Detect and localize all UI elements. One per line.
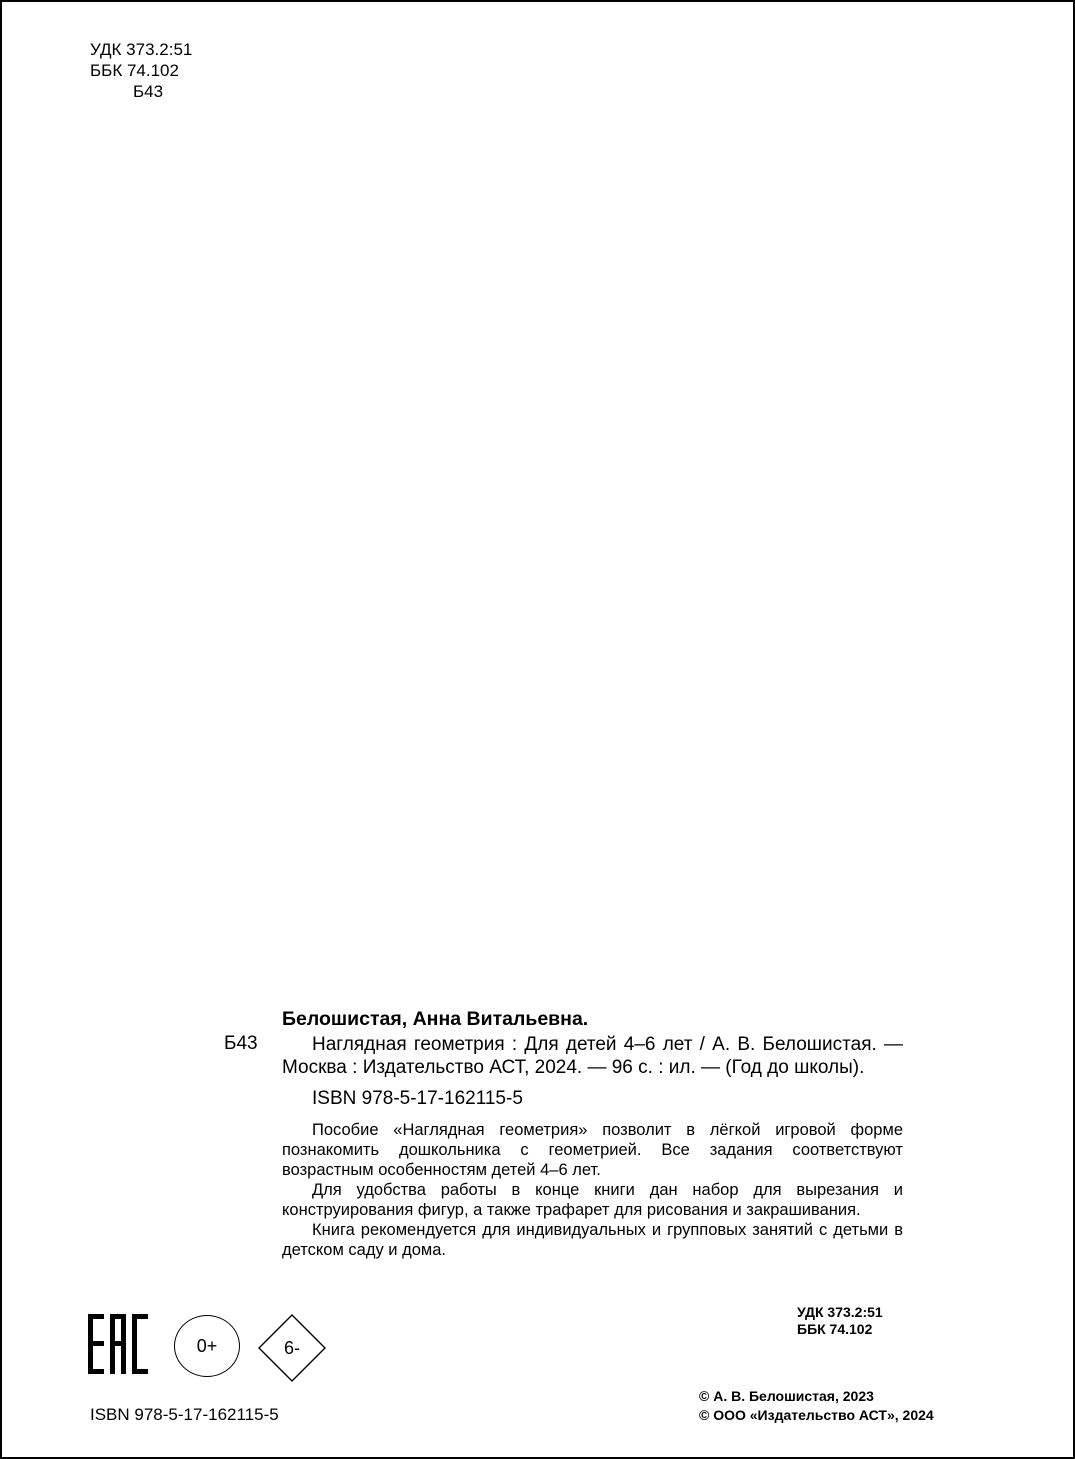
header-author-mark: Б43: [133, 82, 164, 101]
annotation-paragraph: Для удобства работы в конце книги дан набор для вырезания и конструирования фигур, а также трафарет для рисования и закрашивания.: [282, 1181, 903, 1219]
card-description: Наглядная геометрия : Для детей 4–6 лет / А. В. Белошистая. — Москва : Издательство АСТ, 2024. — 96 с. : ил. — (Год до школы).: [282, 1034, 903, 1078]
header-udk: УДК 373.2:51: [90, 40, 193, 59]
card-author: Белошистая, Анна Витальевна.: [282, 1008, 589, 1030]
age-recommendation-label: 6-: [283, 1337, 300, 1358]
annotation-paragraph: Книга рекомендуется для индивидуальных и групповых занятий с детьми в детском саду и дома.: [282, 1221, 903, 1259]
index-bbk: ББК 74.102: [797, 1321, 873, 1337]
age-recommendation-badge: [258, 1314, 326, 1382]
bibliographic-card: [224, 1008, 903, 1260]
age-rating-badge: 0+: [174, 1315, 240, 1377]
card-isbn: ISBN 978-5-17-162115-5: [312, 1088, 523, 1109]
eac-mark-icon: [88, 1314, 150, 1379]
index-udk: УДК 373.2:51: [797, 1304, 883, 1320]
copyright-author: © А. В. Белошистая, 2023: [699, 1388, 874, 1404]
index-block: [797, 1304, 883, 1338]
annotation-paragraph: Пособие «Наглядная геометрия» позволит в лёгкой игровой форме познакомить дошкольника с геометрией. Все задания соответствуют возрастным особенностям детей 4–6 лет.: [282, 1121, 903, 1179]
card-author-mark: Б43: [224, 1033, 258, 1054]
copyright-block: [699, 1387, 934, 1425]
copyright-publisher: © ООО «Издательство АСТ», 2024: [699, 1407, 934, 1423]
isbn-bottom: ISBN 978-5-17-162115-5: [90, 1405, 279, 1424]
card-annotation: [282, 1120, 903, 1260]
header-bbk: ББК 74.102: [90, 61, 179, 80]
